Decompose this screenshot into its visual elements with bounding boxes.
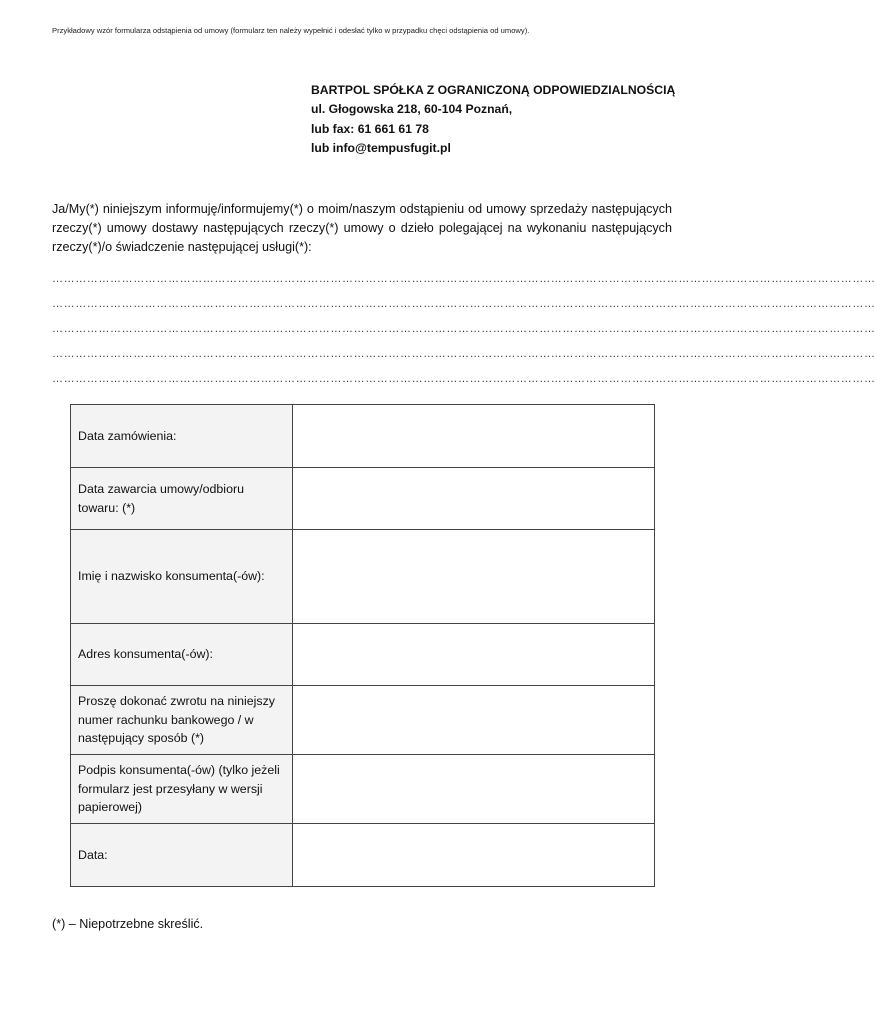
form-row-signature	[71, 755, 655, 824]
form-label: Imię i nazwisko konsumenta(-ów):	[71, 530, 293, 624]
form-label: Adres konsumenta(-ów):	[71, 624, 293, 686]
company-fax: lub fax: 61 661 61 78	[311, 121, 429, 136]
form-label: Data zamówienia:	[71, 405, 293, 468]
form-row-consumer-name	[71, 530, 655, 624]
signature-field[interactable]	[293, 755, 655, 824]
consumer-name-field[interactable]	[293, 530, 655, 624]
company-name: BARTPOL SPÓŁKA Z OGRANICZONĄ ODPOWIEDZIALNOŚCIĄ	[311, 83, 676, 97]
withdrawal-form-table	[70, 404, 655, 887]
form-row-contract-date	[71, 468, 655, 530]
refund-account-field[interactable]	[293, 686, 655, 755]
consumer-address-field[interactable]	[293, 624, 655, 686]
form-label: Data zawarcia umowy/odbioru towaru: (*)	[71, 468, 293, 530]
addressee-block	[311, 81, 675, 158]
fill-in-line[interactable]: ……………………………………………………………………………………………………………………………………………………………………………………………	[52, 348, 876, 360]
fill-in-line[interactable]: ……………………………………………………………………………………………………………………………………………………………………………………………	[52, 298, 876, 310]
form-row-order-date	[71, 405, 655, 468]
fill-in-lines	[52, 271, 876, 396]
company-email: lub info@tempusfugit.pl	[311, 140, 451, 155]
form-instruction-note: Przykładowy wzór formularza odstąpienia od umowy (formularz ten należy wypełnić i odesłać tylko w przypadku chęci odstąpienia od umowy).	[52, 26, 530, 35]
form-label: Proszę dokonać zwrotu na niniejszy numer rachunku bankowego / w następujący sposób (*)	[71, 686, 293, 755]
form-label: Data:	[71, 824, 293, 887]
company-street: ul. Głogowska 218, 60-104 Poznań,	[311, 102, 513, 117]
form-row-refund-account	[71, 686, 655, 755]
form-label: Podpis konsumenta(-ów) (tylko jeżeli formularz jest przesyłany w wersji papierowej)	[71, 755, 293, 824]
fill-in-line[interactable]: ……………………………………………………………………………………………………………………………………………………………………………………………	[52, 273, 876, 285]
footnote: (*) – Niepotrzebne skreślić.	[52, 917, 204, 931]
contract-date-field[interactable]	[293, 468, 655, 530]
form-row-consumer-address	[71, 624, 655, 686]
date-field[interactable]	[293, 824, 655, 887]
withdrawal-statement: Ja/My(*) niniejszym informuję/informujemy(*) o moim/naszym odstąpieniu od umowy sprzedaży następujących rzeczy(*) umowy dostawy następujących rzeczy(*) umowy o dzieło polegającej na wykonaniu następujących rzeczy(*)/o świadczenie następującej usługi(*):	[52, 202, 672, 255]
fill-in-line[interactable]: ……………………………………………………………………………………………………………………………………………………………………………………………	[52, 373, 876, 385]
order-date-field[interactable]	[293, 405, 655, 468]
form-row-date	[71, 824, 655, 887]
fill-in-line[interactable]: ……………………………………………………………………………………………………………………………………………………………………………………………	[52, 323, 876, 335]
